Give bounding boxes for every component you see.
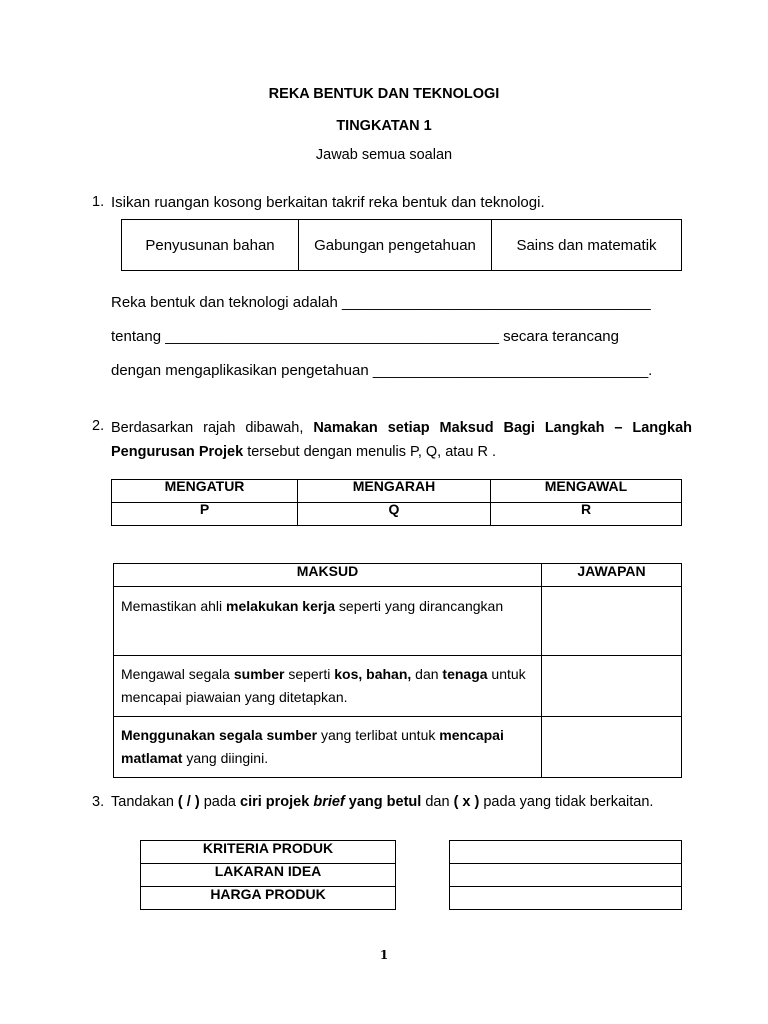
document-title: REKA BENTUK DAN TEKNOLOGI <box>268 86 500 102</box>
q2-letter-p: P <box>112 503 298 526</box>
q3-answer-3[interactable] <box>450 887 682 910</box>
q3-text: Tandakan ( / ) pada ciri projek brief yang betul dan ( x ) pada yang tidak berkaitan. <box>111 794 654 810</box>
answer-cell-3[interactable] <box>542 717 682 778</box>
meaning-row-1: Memastikan ahli melakukan kerja seperti yang dirancangkan <box>114 587 542 656</box>
meaning-row-3: Menggunakan segala sumber yang terlibat untuk mencapai matlamat yang diingini. <box>114 717 542 778</box>
form-level: TINGKATAN 1 <box>336 118 432 134</box>
q2-steps-table <box>111 479 682 526</box>
q1-option-3: Sains dan matematik <box>492 220 682 271</box>
q2-step-1: MENGATUR <box>112 480 298 503</box>
q2-meaning-table <box>113 563 682 778</box>
q3-answer-2[interactable] <box>450 864 682 887</box>
q3-answer-1[interactable] <box>450 841 682 864</box>
q3-items-table <box>140 840 396 910</box>
q3-item-3: HARGA PRODUK <box>141 887 396 910</box>
q1-fill-line-1[interactable]: Reka bentuk dan teknologi adalah _____________________________________ <box>111 294 651 311</box>
page-number: 1 <box>379 948 389 962</box>
q2-step-2: MENGARAH <box>298 480 491 503</box>
answer-cell-2[interactable] <box>542 656 682 717</box>
q3-item-2: LAKARAN IDEA <box>141 864 396 887</box>
q2-number: 2. <box>92 418 105 434</box>
meaning-row-2: Mengawal segala sumber seperti kos, bahan, dan tenaga untuk mencapai piawaian yang ditetapkan. <box>114 656 542 717</box>
col-jawapan-header: JAWAPAN <box>542 564 682 587</box>
answer-cell-1[interactable] <box>542 587 682 656</box>
q1-number: 1. <box>92 194 105 210</box>
q1-options-table <box>121 219 682 271</box>
q2-step-3: MENGAWAL <box>491 480 682 503</box>
q1-fill-line-3[interactable]: dengan mengaplikasikan pengetahuan _________________________________. <box>111 362 653 379</box>
q1-text: Isikan ruangan kosong berkaitan takrif reka bentuk dan teknologi. <box>111 194 545 211</box>
q1-fill-line-2[interactable]: tentang ________________________________________ secara terancang <box>111 328 619 345</box>
q2-letter-r: R <box>491 503 682 526</box>
col-maksud-header: MAKSUD <box>114 564 542 587</box>
q1-option-1: Penyusunan bahan <box>122 220 299 271</box>
instruction: Jawab semua soalan <box>315 147 453 163</box>
q3-answer-table <box>449 840 682 910</box>
q3-number: 3. <box>92 794 105 810</box>
q3-item-1: KRITERIA PRODUK <box>141 841 396 864</box>
q2-intro: Berdasarkan rajah dibawah, Namakan setiap Maksud Bagi Langkah – Langkah Pengurusan Projek tersebut dengan menulis P, Q, atau R . <box>111 420 692 460</box>
q2-letter-q: Q <box>298 503 491 526</box>
q1-option-2: Gabungan pengetahuan <box>299 220 492 271</box>
